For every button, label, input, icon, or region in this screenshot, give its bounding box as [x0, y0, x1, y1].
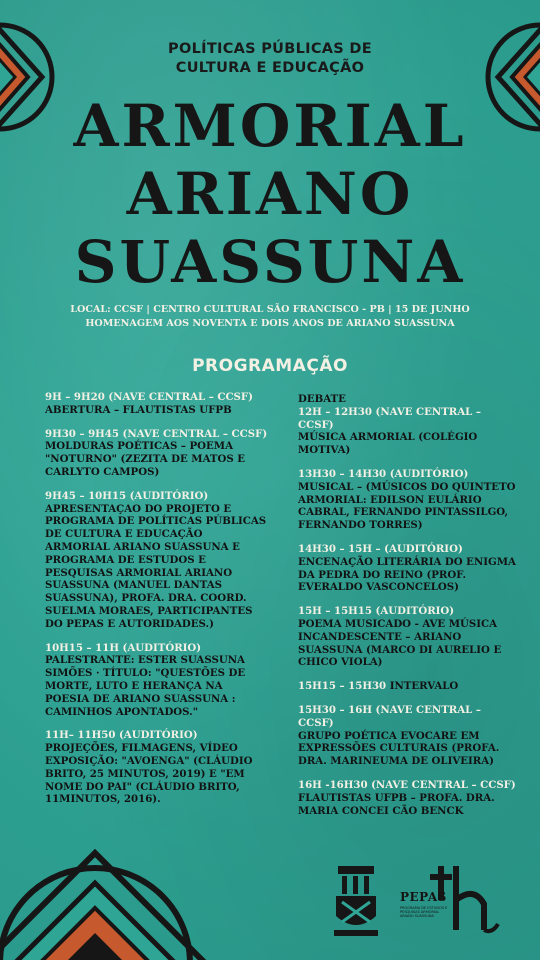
event-description: GRUPO POÉTICA EVOCARE EM EXPRESSÕES CULTURAIS (PROFA. DRA. MARINEUMA DE OLIVEIRA) — [298, 729, 500, 768]
university-crest-icon — [332, 860, 380, 938]
event-location: (NAVE CENTRAL – CCSF) — [108, 391, 253, 403]
event-description: INTERVALO — [389, 680, 459, 693]
event-time: 15H30 – 16H — [298, 703, 372, 716]
schedule-item — [298, 680, 516, 693]
event-time: 12H – 12H30 — [298, 405, 372, 418]
event-location: (AUDITÓRIO) — [129, 489, 209, 502]
event-time: 9H45 – 10H15 — [45, 489, 127, 502]
event-description: MÚSICA ARMORIAL (COLÉGIO MOTIVA) — [298, 431, 478, 457]
event-description: PROJEÇÕES, FILMAGENS, VÍDEO EXPOSIÇÃO: "AVOENGA" (CLÁUDIO BRITO, 25 MINUTOS, 2019) E "EM NOME DO PAI" (CLÁUDIO BRITO, 11MINUTOS, 2016). — [45, 742, 253, 806]
event-location: (AUDITÓRIO) — [389, 467, 469, 480]
event-location: (AUDITÓRIO) — [375, 605, 455, 618]
pepas-logo — [400, 860, 510, 940]
event-description: FLAUTISTAS UFPB – PROFA. DRA. MARIA CONCEI CÃO BENCK — [298, 791, 495, 817]
title-line-3: SUASSUNA — [74, 228, 466, 296]
event-description: POEMA MUSICADO - AVE MÚSICA INCANDESCENTE – ARIANO SUASSUNA (MARCO DI AURELIO E CHICO VIOLA) — [298, 617, 502, 669]
schedule-left-column — [45, 391, 270, 817]
event-description: PALESTRANTE: ESTER SUASSUNA SIMÕES · TÍTULO: "QUESTÕES DE MORTE, LUTO E HERANÇA NA POESIA DE ARIANO SUASSUNA : CAMINHOS APONTADOS." — [45, 654, 246, 718]
subtitle-line-2: CULTURA E EDUCAÇÃO — [175, 60, 365, 76]
event-location: (NAVE CENTRAL – CCSF) — [298, 405, 481, 431]
event-time: 16H -16H30 — [298, 778, 368, 791]
programacao-heading: PROGRAMAÇÃO — [192, 356, 348, 376]
event-description: APRESENTAÇAO DO PROJETO E PROGRAMA DE POLÍTICAS PÚBLICAS DE CULTURA E EDUCAÇÃO ARMORIAL ARIANO SUASSUNA E PROGRAMA DE ESTUDOS E PESQUISAS ARMORIAL ARIANO SUASSUNA (MANUEL DANTAS SUASSUNA), PROFA. DRA. COORD. SUELMA MORAES, PARTICIPANTES DO PEPAS E AUTORIDADES.) — [45, 502, 267, 630]
event-time: 15H15 – 15H30 — [298, 680, 387, 693]
event-time: 9H30 – 9H45 — [45, 427, 119, 440]
event-time: 15H – 15H15 — [298, 605, 372, 618]
event-location: – (AUDITÓRIO) — [375, 542, 463, 555]
schedule-item — [45, 428, 270, 479]
event-time: 10H15 – 11H — [45, 641, 119, 654]
event-description: ABERTURA – FLAUTISTAS UFPB — [45, 403, 232, 416]
schedule-right-column — [298, 393, 516, 828]
subtitle — [0, 40, 540, 78]
event-description: ENCENAÇÃO LITERÁRIA DO ENIGMA DA PEDRA DO REINO (PROF. EVERALDO VASCONCELOS) — [298, 555, 516, 594]
subtitle-line-1: POLÍTICAS PÚBLICAS DE — [168, 41, 372, 57]
event-location: (NAVE CENTRAL – CCSF) — [371, 778, 516, 791]
event-location: (NAVE CENTRAL – CCSF) — [298, 703, 481, 729]
local-line: LOCAL: CCSF | CENTRO CULTURAL SÃO FRANCISCO - PB | 15 DE JUNHO — [70, 304, 470, 315]
event-time: 14H30 – 15H — [298, 542, 372, 555]
title-line-1: ARMORIAL — [73, 92, 467, 160]
event-time: 11H– 11H50 — [45, 729, 116, 742]
event-description: MUSICAL – (MÚSICOS DO QUINTETO ARMORIAL: EDILSON EULÁRIO CABRAL, FERNANDO PINTASSILGO, FERNANDO TORRES) — [298, 480, 516, 532]
schedule-item — [298, 468, 516, 532]
schedule-item — [45, 729, 270, 806]
event-time: 9H – 9H20 — [45, 391, 105, 403]
schedule-item — [298, 779, 516, 817]
schedule-item — [298, 406, 516, 457]
title-line-2: ARIANO — [126, 160, 414, 228]
homage-line: HOMENAGEM AOS NOVENTA E DOIS ANOS DE ARIANO SUASSUNA — [85, 318, 455, 329]
schedule-item — [298, 393, 516, 406]
event-location: (AUDITÓRIO) — [118, 729, 198, 742]
schedule-item — [298, 605, 516, 669]
event-location: (NAVE CENTRAL – CCSF) — [122, 427, 268, 440]
event-description: MOLDURAS POÉTICAS – POEMA "NOTURNO" (ZEZITA DE MATOS E CARLYTO CAMPOS) — [45, 440, 246, 478]
event-time: 13H30 – 14H30 — [298, 467, 387, 480]
pepas-label: PEPAS — [400, 890, 447, 904]
schedule-item — [45, 391, 270, 417]
event-info — [0, 303, 540, 331]
event-location: (AUDITÓRIO) — [122, 641, 202, 654]
pepas-subtext: PROGRAMA DE ESTUDOS E PESQUISAS ARMORIAL ARIANO SUASSUNA — [400, 906, 448, 919]
schedule-item — [298, 704, 516, 768]
schedule-item — [298, 543, 516, 594]
schedule-item — [45, 490, 270, 631]
event-description: DEBATE — [298, 393, 346, 405]
schedule-item — [45, 642, 270, 719]
bottom-left-ornament-icon — [0, 838, 215, 960]
